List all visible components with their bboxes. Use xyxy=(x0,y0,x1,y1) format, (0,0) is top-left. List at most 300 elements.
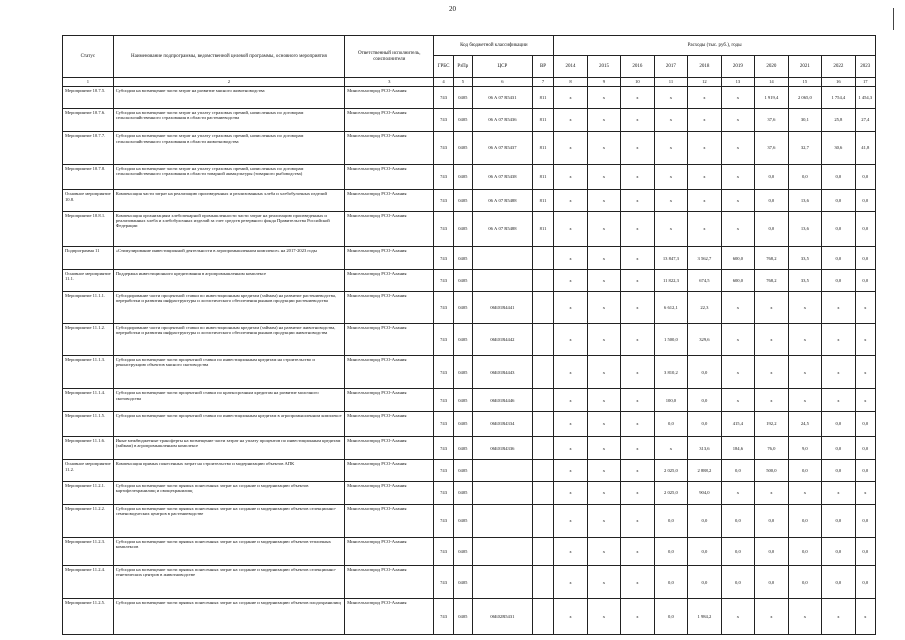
row-vr xyxy=(532,460,553,482)
row-expense-value: 674,5 xyxy=(688,269,721,291)
row-rzpr: 0405 xyxy=(453,356,472,389)
table-row xyxy=(63,356,876,389)
row-executor: Минсельхозпрод РСО-Алания xyxy=(345,247,434,270)
row-expense-value: 6 612,1 xyxy=(654,291,687,323)
row-expense-value: х xyxy=(554,389,587,412)
row-expense-value: х xyxy=(855,389,875,412)
row-expense-value: х xyxy=(721,482,754,505)
row-expense-value: х xyxy=(621,291,654,323)
row-status: Мероприятие 11.2.4. xyxy=(63,565,114,598)
row-name: Компенсация организациям хлебопекарной промышленности части затрат на реализацию произведенных и реализованных хлеба и хлебобулочных изделий за счет средств резервного фонда Правительства Российской Федерации xyxy=(113,211,344,247)
row-expense-value: х xyxy=(587,87,620,109)
row-expense-value: х xyxy=(554,504,587,537)
row-grbs: 743 xyxy=(434,356,453,389)
row-expense-value: х xyxy=(654,108,687,132)
row-expense-value: х xyxy=(822,482,855,505)
row-status: Мероприятие 10.7.8. xyxy=(63,164,114,190)
row-grbs: 743 xyxy=(434,389,453,412)
row-vr: 811 xyxy=(532,164,553,190)
row-grbs: 743 xyxy=(434,323,453,355)
row-expense-value: х xyxy=(587,412,620,437)
index-cell: 3 xyxy=(345,78,434,87)
row-expense-value: х xyxy=(587,504,620,537)
header-code-col: ГРБС xyxy=(434,56,453,78)
row-vr xyxy=(532,269,553,291)
row-expense-value: х xyxy=(554,164,587,190)
header-year: 2017 xyxy=(654,56,687,78)
index-cell: 4 xyxy=(434,78,453,87)
row-executor: Минсельхозпрод РСО-Алания xyxy=(345,164,434,190)
row-expense-value: 3 562,7 xyxy=(688,247,721,270)
row-csr xyxy=(472,482,532,505)
row-expense-value: х xyxy=(587,269,620,291)
row-expense-value: х xyxy=(855,599,875,635)
row-expense-value: х xyxy=(587,291,620,323)
row-expense-value: х xyxy=(688,108,721,132)
header-year: 2021 xyxy=(788,56,821,78)
row-expense-value: 0,0 xyxy=(822,211,855,247)
row-rzpr: 0405 xyxy=(453,460,472,482)
row-expense-value: х xyxy=(688,164,721,190)
row-expense-value: х xyxy=(721,108,754,132)
row-expense-value: х xyxy=(788,291,821,323)
row-status: Мероприятие 10.7.6. xyxy=(63,108,114,132)
row-status: Мероприятие 11.1.6. xyxy=(63,436,114,460)
row-expense-value: х xyxy=(554,87,587,109)
row-expense-value: 0,0 xyxy=(855,190,875,212)
row-name: «Стимулирование инвестиционной деятельности в агропромышленном комплексе» на 2017-2023 годы xyxy=(113,247,344,270)
row-expense-value: 184,6 xyxy=(721,436,754,460)
row-expense-value: х xyxy=(654,436,687,460)
row-expense-value: 13,6 xyxy=(788,211,821,247)
header-executor: Ответственный исполнитель, соисполнители xyxy=(345,36,434,78)
index-cell: 2 xyxy=(113,78,344,87)
header-expenses: Расходы (тыс. руб.), годы xyxy=(554,36,876,56)
row-rzpr: 0405 xyxy=(453,537,472,565)
row-expense-value: х xyxy=(621,460,654,482)
index-cell: 15 xyxy=(788,78,821,87)
row-expense-value: 0,0 xyxy=(822,190,855,212)
table-row xyxy=(63,482,876,505)
row-expense-value: 0,0 xyxy=(822,504,855,537)
row-grbs: 743 xyxy=(434,87,453,109)
table-row xyxy=(63,269,876,291)
row-expense-value: х xyxy=(554,412,587,437)
row-expense-value: 1 919,4 xyxy=(755,87,788,109)
row-vr xyxy=(532,291,553,323)
table-row xyxy=(63,504,876,537)
row-expense-value: 415,4 xyxy=(721,412,754,437)
row-name: Субсидии на возмещение части прямых понесенных затрат на создание и модернизацию объектов плодохранилищ xyxy=(113,599,344,635)
index-cell: 5 xyxy=(453,78,472,87)
budget-table-body xyxy=(63,87,876,635)
row-expense-value: 0,0 xyxy=(688,389,721,412)
row-vr xyxy=(532,247,553,270)
row-expense-value: х xyxy=(788,323,821,355)
row-expense-value: 1 500,0 xyxy=(654,323,687,355)
row-csr xyxy=(472,269,532,291)
row-grbs: 743 xyxy=(434,482,453,505)
row-name: Субсидии на возмещение части прямых понесенных затрат на создание и модернизацию объектов селекционно-семеноводческих центров в растениеводстве xyxy=(113,504,344,537)
row-expense-value: 33,5 xyxy=(788,247,821,270)
row-expense-value: х xyxy=(822,389,855,412)
row-expense-value: 192,2 xyxy=(755,412,788,437)
row-rzpr: 0405 xyxy=(453,565,472,598)
row-expense-value: х xyxy=(587,460,620,482)
table-row xyxy=(63,323,876,355)
page-number: 20 xyxy=(449,5,456,13)
row-expense-value: 2 025,0 xyxy=(654,482,687,505)
row-name: Субсидии на возмещение части затрат на уплату страховых премий, начисленных по договорам сельскохозяйственного страхования в области растениеводства xyxy=(113,108,344,132)
row-vr xyxy=(532,504,553,537)
row-expense-value: 41,8 xyxy=(855,132,875,164)
row-expense-value: х xyxy=(822,356,855,389)
row-status: Мероприятие 11.2.2. xyxy=(63,504,114,537)
row-expense-value: х xyxy=(587,211,620,247)
row-expense-value: 0,0 xyxy=(721,504,754,537)
row-csr: 06Б01R4443 xyxy=(472,356,532,389)
row-expense-value: х xyxy=(621,269,654,291)
row-expense-value: 0,0 xyxy=(654,504,687,537)
row-expense-value: х xyxy=(855,482,875,505)
row-expense-value: х xyxy=(855,291,875,323)
row-expense-value: 0,0 xyxy=(855,164,875,190)
row-expense-value: х xyxy=(621,565,654,598)
row-expense-value: х xyxy=(755,356,788,389)
header-year: 2023 xyxy=(855,56,875,78)
row-grbs: 743 xyxy=(434,247,453,270)
row-expense-value: 0,0 xyxy=(654,537,687,565)
table-row xyxy=(63,247,876,270)
row-executor: Минсельхозпрод РСО-Алания xyxy=(345,412,434,437)
table-row xyxy=(63,164,876,190)
row-name: Субсидии на возмещение части прямых понесенных затрат на создание и модернизацию объектов картофелехранилищ и овощехранилищ xyxy=(113,482,344,505)
index-cell: 1 xyxy=(63,78,114,87)
header-index-row xyxy=(63,78,876,87)
row-status: Основное мероприятие 11.2. xyxy=(63,460,114,482)
row-expense-value: 600,0 xyxy=(721,247,754,270)
index-cell: 14 xyxy=(755,78,788,87)
row-expense-value: 0,0 xyxy=(855,412,875,437)
row-executor: Минсельхозпрод РСО-Алания xyxy=(345,269,434,291)
row-expense-value: 0,0 xyxy=(855,537,875,565)
row-name: Поддержка инвестиционного кредитования в агропромышленном комплексе xyxy=(113,269,344,291)
row-executor: Минсельхозпрод РСО-Алания xyxy=(345,482,434,505)
row-expense-value: 0,0 xyxy=(654,599,687,635)
row-vr xyxy=(532,599,553,635)
row-executor: Минсельхозпрод РСО-Алания xyxy=(345,108,434,132)
row-expense-value: 0,0 xyxy=(822,247,855,270)
row-expense-value: 2 888,2 xyxy=(688,460,721,482)
row-expense-value: х xyxy=(587,537,620,565)
row-expense-value: х xyxy=(587,164,620,190)
row-expense-value: х xyxy=(621,356,654,389)
row-status: Мероприятие 11.2.1. xyxy=(63,482,114,505)
row-grbs: 743 xyxy=(434,504,453,537)
table-row xyxy=(63,412,876,437)
row-vr xyxy=(532,389,553,412)
row-expense-value: 0,0 xyxy=(654,565,687,598)
row-expense-value: х xyxy=(554,190,587,212)
row-expense-value: 0,0 xyxy=(788,164,821,190)
row-expense-value: х xyxy=(554,436,587,460)
row-expense-value: 768,2 xyxy=(755,269,788,291)
row-expense-value: 0,0 xyxy=(788,504,821,537)
row-expense-value: 904,0 xyxy=(688,482,721,505)
row-status: Мероприятие 11.2.5. xyxy=(63,599,114,635)
row-expense-value: 0,0 xyxy=(788,460,821,482)
row-expense-value: х xyxy=(822,323,855,355)
row-expense-value: 100,0 xyxy=(654,389,687,412)
row-expense-value: х xyxy=(755,599,788,635)
row-expense-value: х xyxy=(755,323,788,355)
row-expense-value: х xyxy=(621,482,654,505)
row-expense-value: х xyxy=(721,132,754,164)
row-expense-value: 13 847,3 xyxy=(654,247,687,270)
header-year: 2018 xyxy=(688,56,721,78)
row-expense-value: 30,6 xyxy=(822,132,855,164)
header-budget-code: Код бюджетной классификации xyxy=(434,36,554,56)
table-row xyxy=(63,190,876,212)
row-expense-value: х xyxy=(554,323,587,355)
table-row xyxy=(63,291,876,323)
header-status: Статус xyxy=(63,36,114,78)
row-csr: 06Б01R4336 xyxy=(472,436,532,460)
row-executor: Минсельхозпрод РСО-Алания xyxy=(345,356,434,389)
row-expense-value: х xyxy=(621,211,654,247)
row-expense-value: х xyxy=(721,190,754,212)
row-rzpr: 0405 xyxy=(453,247,472,270)
row-rzpr: 0405 xyxy=(453,504,472,537)
row-expense-value: х xyxy=(554,132,587,164)
row-vr xyxy=(532,565,553,598)
row-expense-value: 0,0 xyxy=(654,412,687,437)
row-expense-value: х xyxy=(688,132,721,164)
row-expense-value: х xyxy=(621,537,654,565)
row-executor: Минсельхозпрод РСО-Алания xyxy=(345,436,434,460)
row-grbs: 743 xyxy=(434,269,453,291)
row-csr xyxy=(472,247,532,270)
row-name: Субсидии на возмещение части затрат на уплату страховых премий, начисленных по договорам сельскохозяйственного страхования в области животноводства xyxy=(113,132,344,164)
row-grbs: 743 xyxy=(434,190,453,212)
row-expense-value: 0,0 xyxy=(755,164,788,190)
row-vr xyxy=(532,356,553,389)
row-expense-value: 2 025,0 xyxy=(654,460,687,482)
row-expense-value: 30,1 xyxy=(788,108,821,132)
row-executor: Минсельхозпрод РСО-Алания xyxy=(345,537,434,565)
table-row xyxy=(63,537,876,565)
row-name: Субсидии на возмещение части затрат на развитие мясного животноводства xyxy=(113,87,344,109)
row-rzpr: 0405 xyxy=(453,87,472,109)
row-grbs: 743 xyxy=(434,565,453,598)
row-expense-value: х xyxy=(621,436,654,460)
row-grbs: 743 xyxy=(434,291,453,323)
row-expense-value: х xyxy=(755,482,788,505)
row-expense-value: х xyxy=(855,356,875,389)
margin-mark xyxy=(893,8,894,30)
row-status: Мероприятие 11.1.2. xyxy=(63,323,114,355)
row-expense-value: 0,0 xyxy=(855,211,875,247)
row-executor: Минсельхозпрод РСО-Алания xyxy=(345,132,434,164)
row-expense-value: 600,0 xyxy=(721,269,754,291)
row-csr: 06Б01R4334 xyxy=(472,412,532,437)
row-expense-value: 1 984,2 xyxy=(688,599,721,635)
row-rzpr: 0405 xyxy=(453,164,472,190)
row-rzpr: 0405 xyxy=(453,599,472,635)
table-row xyxy=(63,565,876,598)
row-expense-value: х xyxy=(621,599,654,635)
row-expense-value: х xyxy=(621,504,654,537)
row-expense-value: х xyxy=(587,389,620,412)
row-expense-value: х xyxy=(554,537,587,565)
header-code-col: ВР xyxy=(532,56,553,78)
row-expense-value: 0,0 xyxy=(755,537,788,565)
row-executor: Минсельхозпрод РСО-Алания xyxy=(345,190,434,212)
header-year: 2016 xyxy=(621,56,654,78)
row-name: Субсидирование части процентной ставки по инвестиционным кредитам (займам) на развитие растениеводства, переработки и развития инфраструктуры и логистического обеспечения рынков продукции растениеводства xyxy=(113,291,344,323)
row-vr: 811 xyxy=(532,190,553,212)
header-name: Наименование подпрограммы, ведомственной целевой программы, основного мероприятия xyxy=(113,36,344,78)
row-expense-value: 0,0 xyxy=(855,269,875,291)
row-expense-value: х xyxy=(554,211,587,247)
row-expense-value: 0,0 xyxy=(755,211,788,247)
row-expense-value: х xyxy=(554,482,587,505)
table-row xyxy=(63,460,876,482)
row-expense-value: 0,0 xyxy=(822,436,855,460)
row-rzpr: 0405 xyxy=(453,482,472,505)
row-csr: 06 А 07 R5436 xyxy=(472,108,532,132)
row-name: Компенсация части затрат на реализацию произведенных и реализованных хлеба и хлебобулочных изделий xyxy=(113,190,344,212)
row-expense-value: 768,2 xyxy=(755,247,788,270)
row-expense-value: 0,0 xyxy=(855,565,875,598)
row-grbs: 743 xyxy=(434,108,453,132)
row-expense-value: 0,0 xyxy=(755,190,788,212)
row-expense-value: 0,0 xyxy=(721,460,754,482)
row-expense-value: х xyxy=(587,108,620,132)
row-expense-value: х xyxy=(721,87,754,109)
table-row xyxy=(63,132,876,164)
row-name: Субсидии на возмещение части процентной ставки по инвестиционным кредитам на строительство и реконструкцию объектов мясного скотоводства xyxy=(113,356,344,389)
row-expense-value: 0,0 xyxy=(721,537,754,565)
row-expense-value: 25,8 xyxy=(822,108,855,132)
budget-table xyxy=(62,35,876,635)
row-expense-value: х xyxy=(788,389,821,412)
row-csr xyxy=(472,537,532,565)
header-year: 2014 xyxy=(554,56,587,78)
row-name: Субсидии на возмещение части процентной ставки по краткосрочным кредитам на развитие молочного скотоводства xyxy=(113,389,344,412)
row-expense-value: 500,0 xyxy=(755,460,788,482)
row-expense-value: 0,0 xyxy=(822,460,855,482)
row-vr xyxy=(532,436,553,460)
row-grbs: 743 xyxy=(434,460,453,482)
row-expense-value: 0,0 xyxy=(688,356,721,389)
row-expense-value: х xyxy=(621,247,654,270)
row-expense-value: 0,0 xyxy=(855,504,875,537)
row-rzpr: 0405 xyxy=(453,269,472,291)
row-expense-value: 0,0 xyxy=(755,565,788,598)
row-expense-value: х xyxy=(554,269,587,291)
row-vr xyxy=(532,537,553,565)
row-expense-value: х xyxy=(654,87,687,109)
row-expense-value: х xyxy=(587,565,620,598)
table-row xyxy=(63,87,876,109)
row-expense-value: х xyxy=(755,291,788,323)
index-cell: 17 xyxy=(855,78,875,87)
row-expense-value: 0,0 xyxy=(688,537,721,565)
row-expense-value: 2 065,0 xyxy=(788,87,821,109)
row-vr: 811 xyxy=(532,132,553,164)
row-csr xyxy=(472,504,532,537)
row-executor: Минсельхозпрод РСО-Алания xyxy=(345,211,434,247)
row-status: Мероприятие 11.1.1. xyxy=(63,291,114,323)
row-status: Основное мероприятие 10.8. xyxy=(63,190,114,212)
row-expense-value: 329,6 xyxy=(688,323,721,355)
row-expense-value: х xyxy=(621,323,654,355)
row-expense-value: 1 754,4 xyxy=(822,87,855,109)
row-expense-value: 0,0 xyxy=(855,247,875,270)
row-expense-value: х xyxy=(587,356,620,389)
row-expense-value: х xyxy=(621,108,654,132)
header-code-col: ЦСР xyxy=(472,56,532,78)
row-name: Субсидии на возмещение части прямых понесенных затрат на создание и модернизацию объектов тепличных комплексов xyxy=(113,537,344,565)
header-code-col: РзПр xyxy=(453,56,472,78)
row-expense-value: 32,7 xyxy=(788,132,821,164)
row-expense-value: х xyxy=(788,482,821,505)
row-expense-value: х xyxy=(554,291,587,323)
row-vr xyxy=(532,482,553,505)
row-expense-value: 0,0 xyxy=(855,436,875,460)
row-rzpr: 0405 xyxy=(453,436,472,460)
row-executor: Минсельхозпрод РСО-Алания xyxy=(345,291,434,323)
row-name: Компенсация прямых понесенных затрат на строительство и модернизацию объектов АПК xyxy=(113,460,344,482)
row-rzpr: 0405 xyxy=(453,389,472,412)
row-expense-value: х xyxy=(654,132,687,164)
row-expense-value: 27,4 xyxy=(855,108,875,132)
row-expense-value: х xyxy=(721,291,754,323)
row-expense-value: 0,0 xyxy=(788,565,821,598)
row-expense-value: 33,5 xyxy=(788,269,821,291)
row-vr xyxy=(532,412,553,437)
row-expense-value: х xyxy=(755,389,788,412)
table-row xyxy=(63,211,876,247)
row-expense-value: х xyxy=(587,436,620,460)
row-expense-value: х xyxy=(654,190,687,212)
row-expense-value: х xyxy=(587,482,620,505)
index-cell: 10 xyxy=(621,78,654,87)
header-year: 2015 xyxy=(587,56,620,78)
row-expense-value: х xyxy=(554,108,587,132)
row-status: Мероприятие 11.2.3. xyxy=(63,537,114,565)
table-row xyxy=(63,108,876,132)
row-expense-value: х xyxy=(721,164,754,190)
row-rzpr: 0405 xyxy=(453,323,472,355)
row-vr: 811 xyxy=(532,87,553,109)
row-csr xyxy=(472,460,532,482)
header-year: 2022 xyxy=(822,56,855,78)
row-expense-value: х xyxy=(587,190,620,212)
row-csr: 06 А 07 R5437 xyxy=(472,132,532,164)
row-expense-value: 0,0 xyxy=(822,412,855,437)
row-expense-value: 0,0 xyxy=(788,537,821,565)
row-csr: 06Б01R4441 xyxy=(472,291,532,323)
row-expense-value: 22,3 xyxy=(688,291,721,323)
row-expense-value: 3 810,2 xyxy=(654,356,687,389)
row-grbs: 743 xyxy=(434,211,453,247)
row-executor: Минсельхозпрод РСО-Алания xyxy=(345,504,434,537)
row-executor: Минсельхозпрод РСО-Алания xyxy=(345,565,434,598)
row-csr: 06Б01R4446 xyxy=(472,389,532,412)
index-cell: 6 xyxy=(472,78,532,87)
